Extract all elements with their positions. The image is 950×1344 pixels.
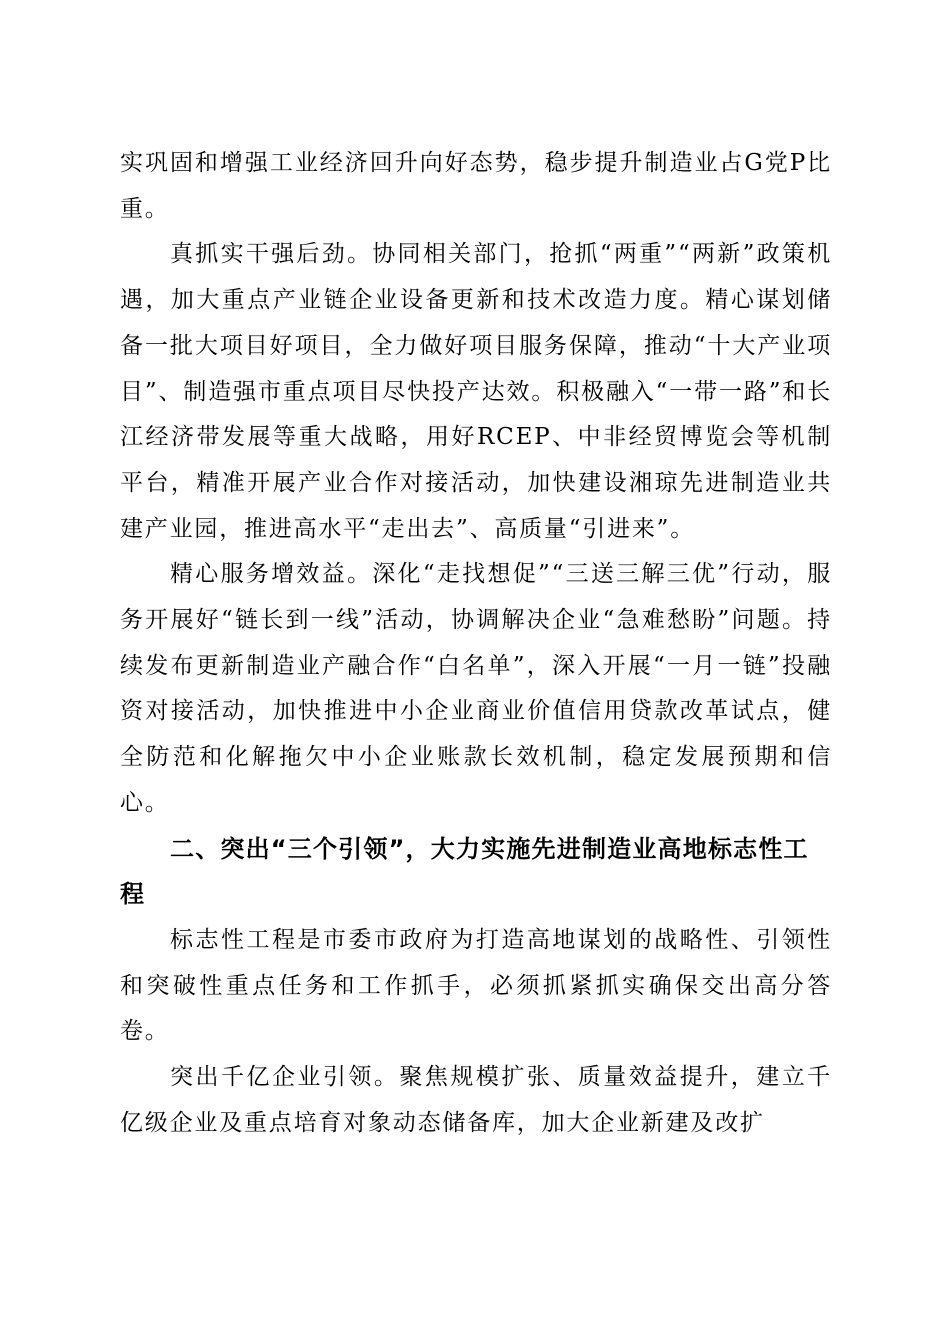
- paragraph-enterprise-lead: 突出千亿企业引领。聚焦规模扩张、质量效益提升，建立千亿级企业及重点培育对象动态储备库，加大企业新建及改扩: [120, 1064, 832, 1136]
- document-page: [120, 141, 832, 1146]
- paragraph-service-efficiency: 精心服务增效益。深化“走找想促”“三送三解三优”行动，服务开展好“链长到一线”活动，协调解决企业“急难愁盼”问题。持续发布更新制造业产融合作“白名单”，深入开展“一月一链”投融资对接活动，加快推进中小企业商业价值信用贷款改革试点，健全防范和化解拖欠中小企业账款长效机制，稳定发展预期和信心。: [120, 561, 832, 816]
- paragraph-landmark-projects: 标志性工程是市委市政府为打造高地谋划的战略性、引领性和突破性重点任务和工作抓手，必须抓紧抓实确保交出高分答卷。: [120, 926, 832, 1045]
- paragraph-continuation: 实巩固和增强工业经济回升向好态势，稳步提升制造业占G党P比重。: [120, 150, 832, 222]
- paragraph-strengthen-momentum: 真抓实干强后劲。协同相关部门，抢抓“两重”“两新”政策机遇，加大重点产业链企业设备更新和技术改造力度。精心谋划储备一批大项目好项目，全力做好项目服务保障，推动“十大产业项目”、制造强市重点项目尽快投产达效。积极融入“一带一路”和长江经济带发展等重大战略，用好RCEP、中非经贸博览会等机制平台，精准开展产业合作对接活动，加快建设湘琼先进制造业共建产业园，推进高水平“走出去”、高质量“引进来”。: [120, 241, 832, 542]
- section-heading-two: 二、突出“三个引领”，大力实施先进制造业高地标志性工程: [120, 834, 809, 909]
